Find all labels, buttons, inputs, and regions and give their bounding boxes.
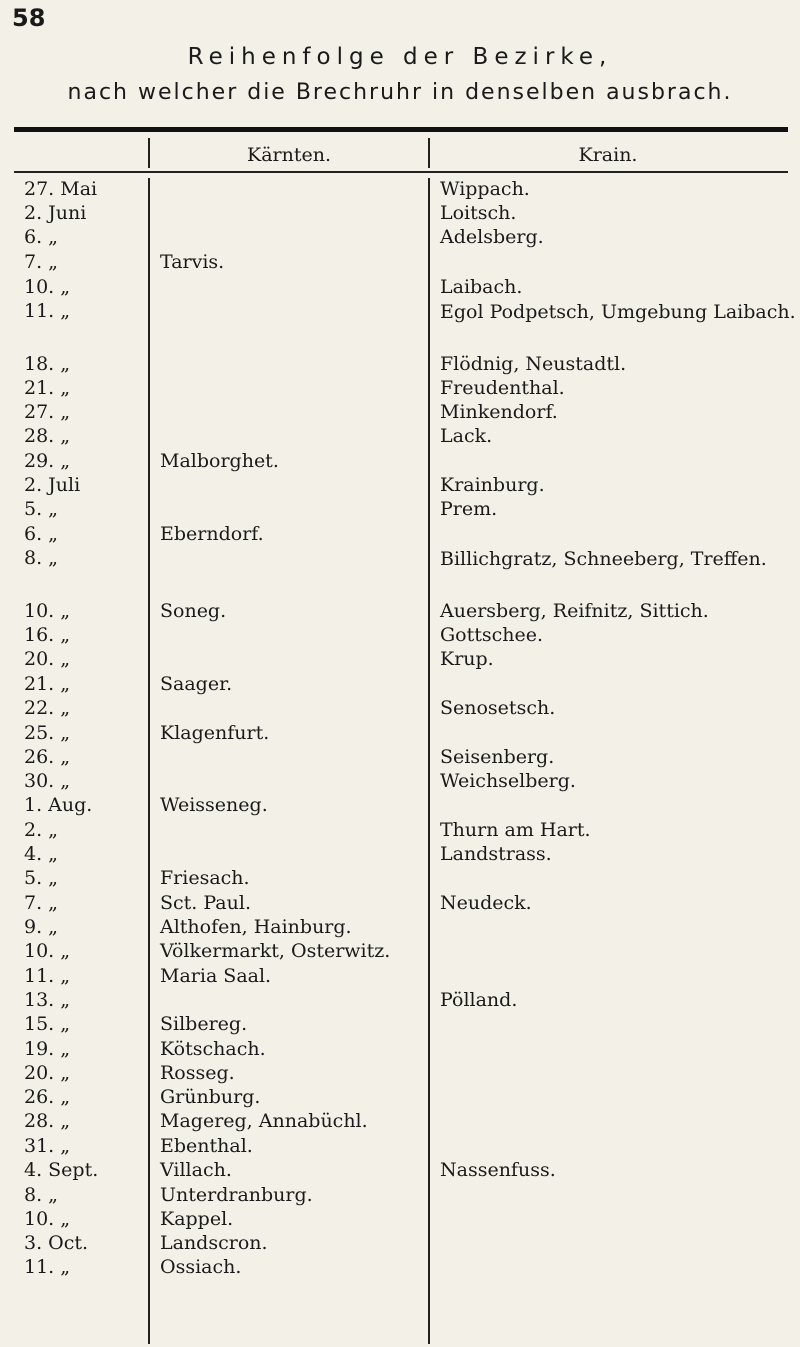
row-date: 10. „ <box>24 1208 71 1230</box>
row-date: 2. „ <box>24 819 59 841</box>
row-krain-district: Landstrass. <box>440 843 552 865</box>
row-karnten-district: Malborghet. <box>160 450 279 472</box>
row-date: 27. Mai <box>24 178 98 200</box>
row-krain-district: Krup. <box>440 648 494 670</box>
row-karnten-district: Kappel. <box>160 1208 234 1230</box>
row-date: 2. Juli <box>24 474 81 496</box>
row-karnten-district: Althofen, Hainburg. <box>160 916 352 938</box>
row-karnten-district: Grünburg. <box>160 1086 261 1108</box>
row-date: 27. „ <box>24 401 71 423</box>
row-karnten-district: Ebenthal. <box>160 1135 253 1157</box>
row-date: 10. „ <box>24 940 71 962</box>
row-date: 20. „ <box>24 1062 71 1084</box>
row-date: 8. „ <box>24 547 59 569</box>
row-date: 7. „ <box>24 251 59 273</box>
row-date: 11. „ <box>24 1256 71 1278</box>
row-date: 29. „ <box>24 450 71 472</box>
row-karnten-district: Rosseg. <box>160 1062 235 1084</box>
row-date: 9. „ <box>24 916 59 938</box>
page-number: 58 <box>12 4 46 32</box>
row-date: 13. „ <box>24 989 71 1011</box>
row-date: 10. „ <box>24 600 71 622</box>
row-date: 28. „ <box>24 425 71 447</box>
row-date: 7. „ <box>24 892 59 914</box>
row-krain-district: Senosetsch. <box>440 697 556 719</box>
row-date: 6. „ <box>24 226 59 248</box>
row-krain-district: Auersberg, Reifnitz, Sittich. <box>440 600 709 622</box>
column-header-karnten: Kärnten. <box>247 144 331 166</box>
row-krain-district: Adelsberg. <box>440 226 544 248</box>
row-krain-district: Gottschee. <box>440 624 544 646</box>
row-date: 1. Aug. <box>24 794 93 816</box>
row-karnten-district: Saager. <box>160 673 233 695</box>
row-karnten-district: Eberndorf. <box>160 523 264 545</box>
row-date: 16. „ <box>24 624 71 646</box>
row-krain-district: Minkendorf. <box>440 401 558 423</box>
page-subtitle: nach welcher die Brechruhr in denselben ausbrach. <box>67 80 733 105</box>
row-krain-district: Weichselberg. <box>440 770 576 792</box>
row-krain-district: Egol Podpetsch, Umgebung Laibach. <box>440 301 796 323</box>
column-header-krain: Krain. <box>578 144 638 166</box>
column-divider-date <box>148 178 150 1344</box>
row-date: 20. „ <box>24 648 71 670</box>
row-karnten-district: Unterdranburg. <box>160 1184 313 1206</box>
row-date: 4. „ <box>24 843 59 865</box>
row-krain-district: Loitsch. <box>440 202 517 224</box>
header-bottom-rule <box>14 171 788 173</box>
row-krain-district: Seisenberg. <box>440 746 555 768</box>
row-krain-district: Flödnig, Neustadtl. <box>440 353 627 375</box>
row-date: 6. „ <box>24 523 59 545</box>
row-date: 19. „ <box>24 1038 71 1060</box>
row-krain-district: Neudeck. <box>440 892 532 914</box>
row-date: 25. „ <box>24 722 71 744</box>
row-krain-district: Wippach. <box>440 178 530 200</box>
row-karnten-district: Landscron. <box>160 1232 268 1254</box>
row-krain-district: Prem. <box>440 498 498 520</box>
row-date: 21. „ <box>24 377 71 399</box>
row-krain-district: Laibach. <box>440 276 523 298</box>
row-karnten-district: Tarvis. <box>160 251 225 273</box>
row-date: 21. „ <box>24 673 71 695</box>
row-date: 22. „ <box>24 697 71 719</box>
row-date: 10. „ <box>24 276 71 298</box>
row-karnten-district: Magereg, Annabüchl. <box>160 1110 368 1132</box>
row-date: 30. „ <box>24 770 71 792</box>
row-karnten-district: Völkermarkt, Osterwitz. <box>160 940 391 962</box>
row-date: 8. „ <box>24 1184 59 1206</box>
row-date: 5. „ <box>24 498 59 520</box>
row-karnten-district: Silbereg. <box>160 1013 248 1035</box>
row-date: 2. Juni <box>24 202 87 224</box>
row-date: 11. „ <box>24 300 71 322</box>
row-date: 5. „ <box>24 867 59 889</box>
row-krain-district: Billichgratz, Schneeberg, Treffen. <box>440 548 767 570</box>
row-karnten-district: Villach. <box>160 1159 232 1181</box>
row-date: 31. „ <box>24 1135 71 1157</box>
row-date: 11. „ <box>24 965 71 987</box>
row-karnten-district: Sct. Paul. <box>160 892 251 914</box>
row-krain-district: Thurn am Hart. <box>440 819 591 841</box>
row-date: 28. „ <box>24 1110 71 1132</box>
row-karnten-district: Kötschach. <box>160 1038 266 1060</box>
page-title: Reihenfolge der Bezirke, <box>187 44 613 70</box>
row-karnten-district: Ossiach. <box>160 1256 242 1278</box>
top-rule <box>14 127 788 132</box>
row-date: 4. Sept. <box>24 1159 99 1181</box>
row-krain-district: Freudenthal. <box>440 377 565 399</box>
row-krain-district: Nassenfuss. <box>440 1159 556 1181</box>
row-karnten-district: Soneg. <box>160 600 227 622</box>
row-date: 3. Oct. <box>24 1232 89 1254</box>
row-date: 26. „ <box>24 1086 71 1108</box>
row-karnten-district: Friesach. <box>160 867 250 889</box>
row-krain-district: Lack. <box>440 425 493 447</box>
row-date: 26. „ <box>24 746 71 768</box>
row-krain-district: Pölland. <box>440 989 518 1011</box>
row-karnten-district: Weisseneg. <box>160 794 268 816</box>
row-date: 15. „ <box>24 1013 71 1035</box>
row-krain-district: Krainburg. <box>440 474 545 496</box>
row-karnten-district: Maria Saal. <box>160 965 272 987</box>
row-karnten-district: Klagenfurt. <box>160 722 270 744</box>
row-date: 18. „ <box>24 353 71 375</box>
